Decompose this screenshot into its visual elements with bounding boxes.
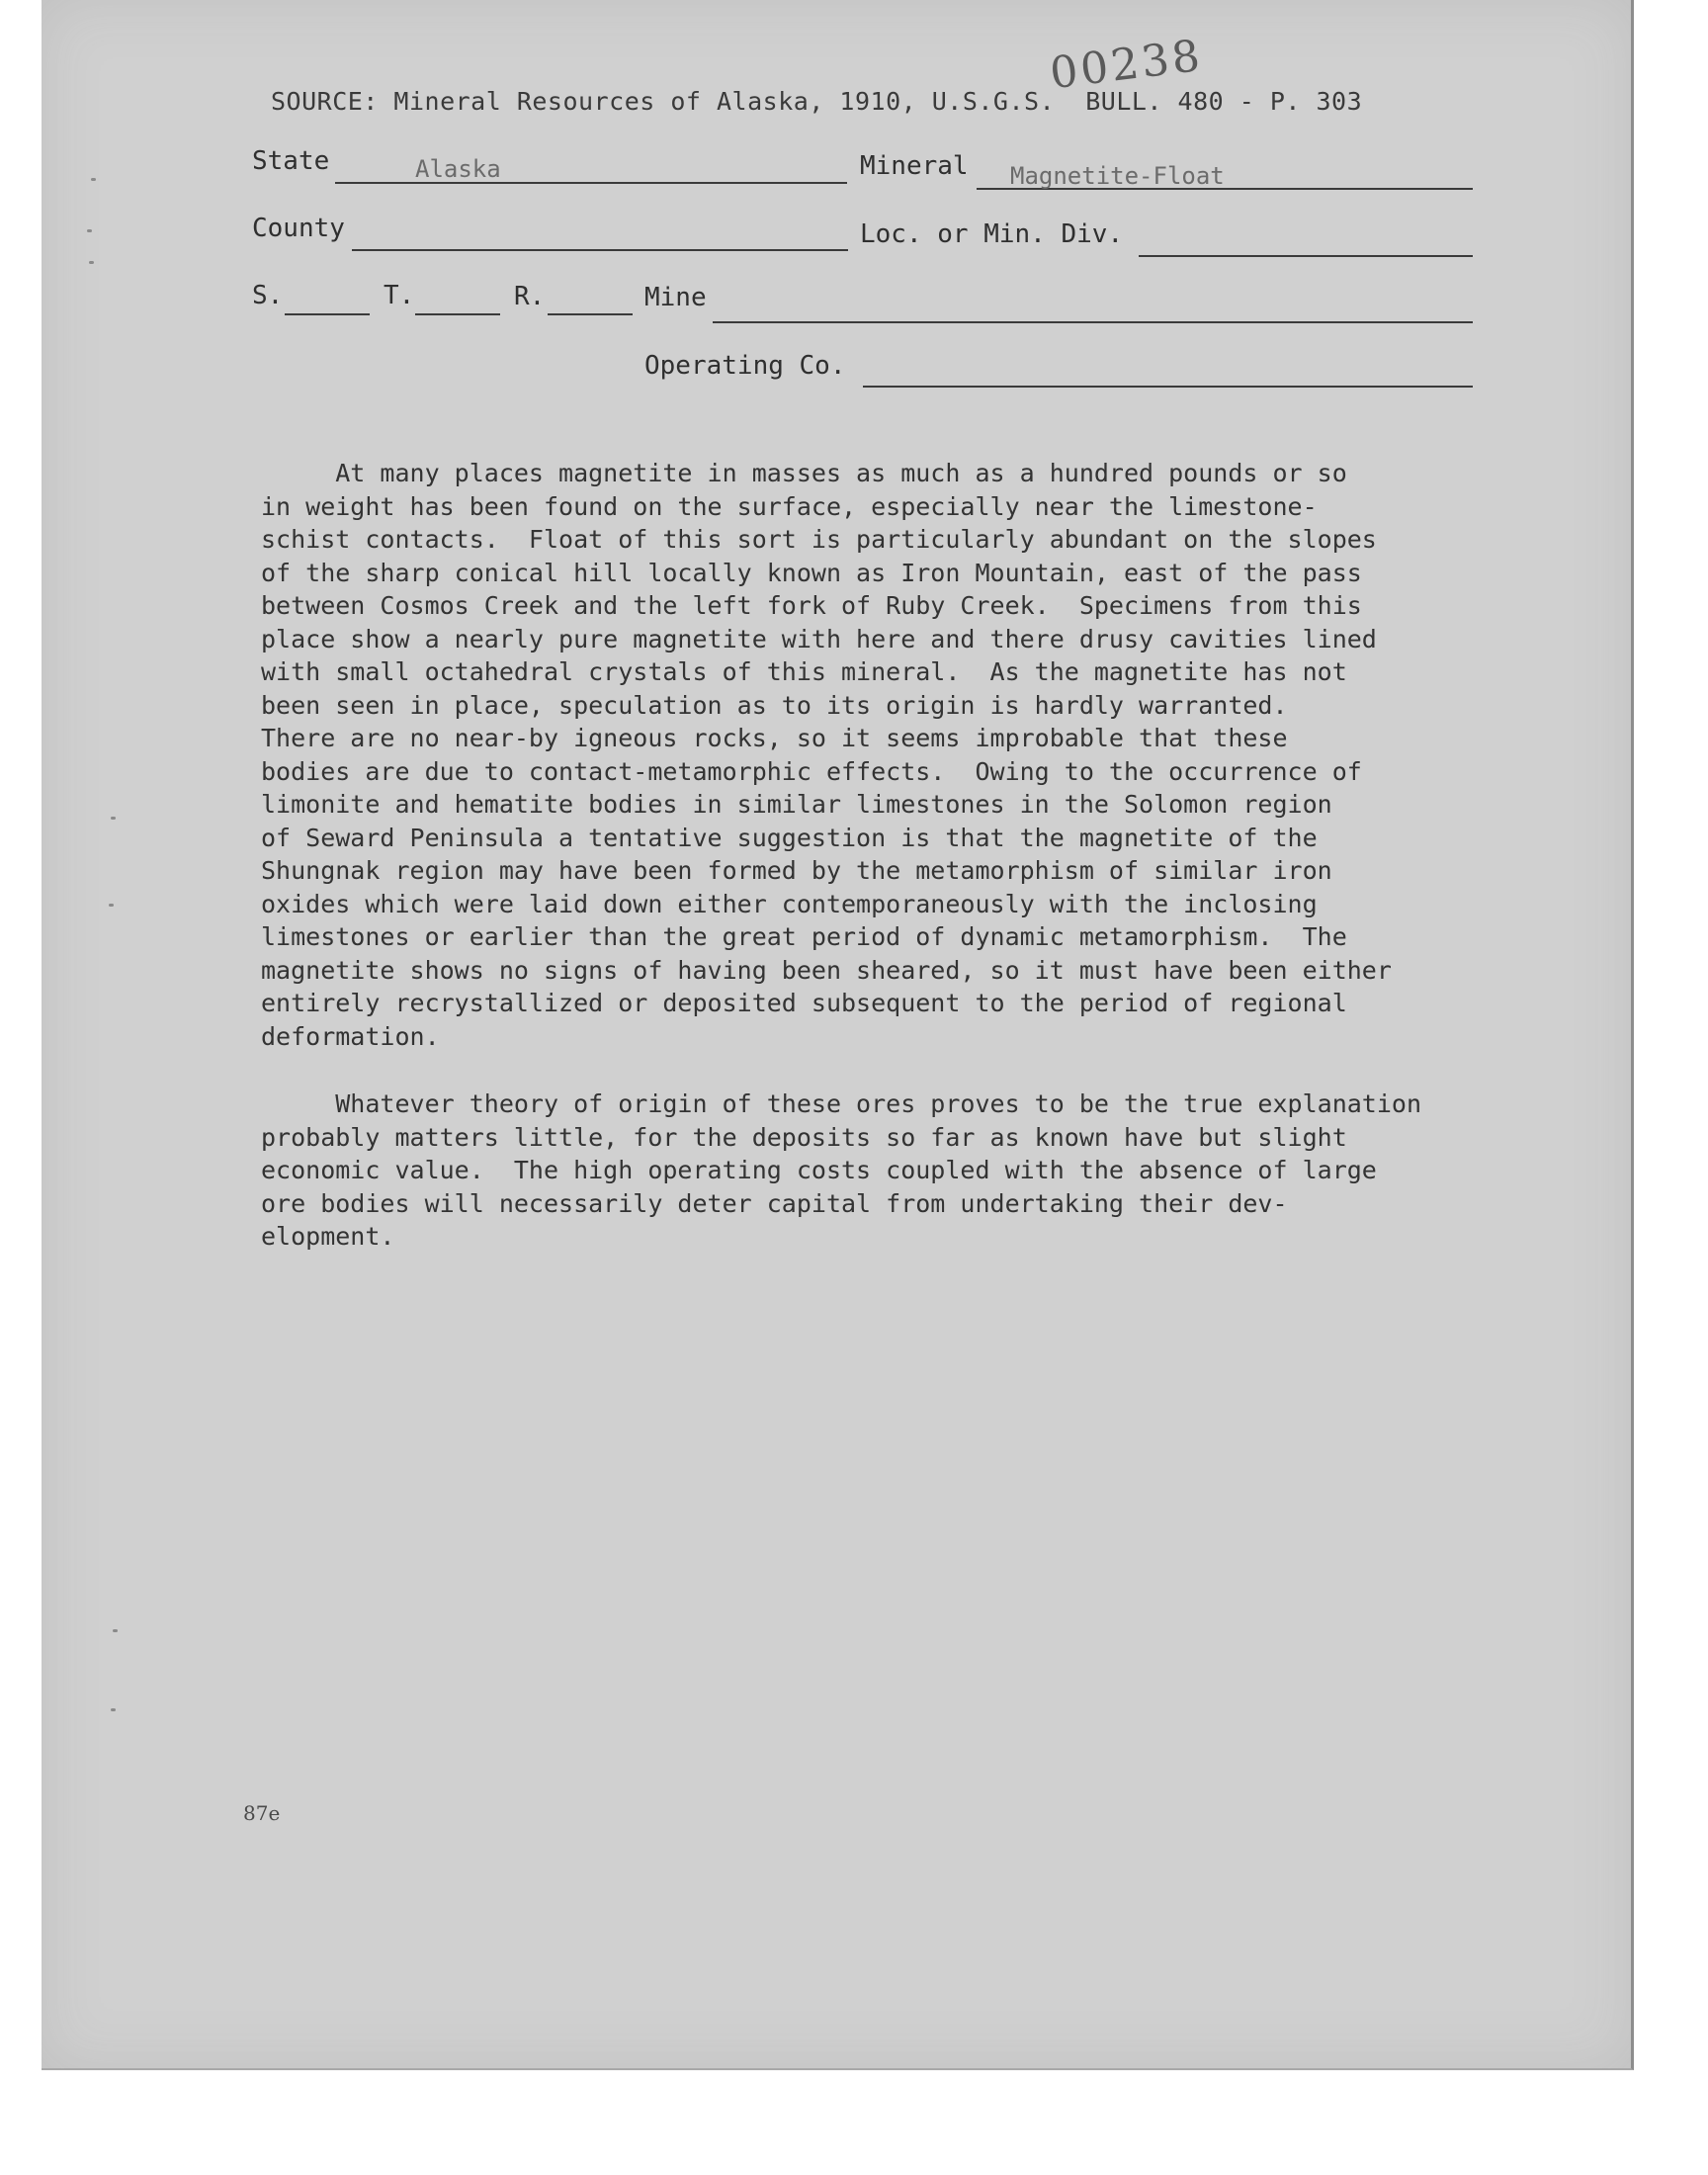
text-line: magnetite shows no signs of having been sheared, so it must have been either xyxy=(261,955,1392,985)
scan-speck xyxy=(109,904,114,907)
text-line: There are no near-by igneous rocks, so it seems improbable that these xyxy=(261,724,1288,752)
text-line: limestones or earlier than the great period of dynamic metamorphism. The xyxy=(261,922,1347,951)
location-division-field-line xyxy=(1139,255,1473,257)
text-line: with small octahedral crystals of this mineral. As the magnetite has not xyxy=(261,657,1347,686)
body-paragraph-1 xyxy=(261,457,1566,1053)
source-text: Mineral Resources of Alaska, 1910, U.S.G.S. BULL. 480 - P. 303 xyxy=(393,87,1363,116)
state-value: Alaska xyxy=(415,155,501,183)
scan-speck xyxy=(89,261,94,264)
state-field-line xyxy=(335,182,847,184)
county-label: County xyxy=(252,214,345,243)
text-line: At many places magnetite in masses as much as a hundred pounds or so xyxy=(261,459,1347,487)
text-line: ore bodies will necessarily deter capital from undertaking their dev- xyxy=(261,1188,1288,1218)
text-line: bodies are due to contact-metamorphic effects. Owing to the occurrence of xyxy=(261,756,1362,786)
text-line: in weight has been found on the surface, especially near the limestone- xyxy=(261,491,1318,521)
text-line: Whatever theory of origin of these ores proves to be the true explanation xyxy=(261,1089,1421,1118)
source-label: SOURCE: xyxy=(271,87,379,116)
scan-speck xyxy=(111,817,116,820)
county-field-line xyxy=(352,249,848,251)
text-line: Shungnak region may have been formed by the metamorphism of similar iron xyxy=(261,856,1332,885)
text-line: entirely recrystallized or deposited subsequent to the period of regional xyxy=(261,989,1347,1017)
mine-field-line xyxy=(713,321,1473,323)
text-line: been seen in place, speculation as to its origin is hardly warranted. xyxy=(261,690,1288,720)
scan-speck xyxy=(113,1629,118,1632)
range-label: R. xyxy=(514,282,546,311)
operating-company-field-line xyxy=(863,386,1473,388)
text-line: elopment. xyxy=(261,1222,395,1251)
page-code: 87e xyxy=(243,1801,281,1825)
section-label: S. xyxy=(252,281,284,310)
text-line: of Seward Peninsula a tentative suggestion is that the magnetite of the xyxy=(261,823,1318,852)
mineral-label: Mineral xyxy=(860,151,969,181)
text-line: deformation. xyxy=(261,1021,440,1051)
text-line: place show a nearly pure magnetite with here and there drusy cavities lined xyxy=(261,624,1377,653)
text-line: schist contacts. Float of this sort is particularly abundant on the slopes xyxy=(261,525,1377,554)
range-field-line xyxy=(548,313,633,315)
mineral-value: Magnetite-Float xyxy=(1010,162,1225,190)
text-line: of the sharp conical hill locally known as Iron Mountain, east of the pass xyxy=(261,558,1362,587)
state-label: State xyxy=(252,146,330,176)
scan-speck xyxy=(91,178,96,181)
section-field-line xyxy=(285,313,370,315)
text-line: probably matters little, for the deposits so far as known have but slight xyxy=(261,1122,1347,1152)
body-paragraph-2 xyxy=(261,1088,1566,1254)
scan-speck xyxy=(111,1708,116,1711)
text-line: limonite and hematite bodies in similar limestones in the Solomon region xyxy=(261,790,1332,819)
document-number-stamp: 00238 xyxy=(1047,30,1206,100)
scan-speck xyxy=(87,229,92,232)
location-division-label: Loc. or Min. Div. xyxy=(860,219,1124,249)
township-field-line xyxy=(415,313,500,315)
text-line: economic value. The high operating costs coupled with the absence of large xyxy=(261,1156,1377,1184)
text-line: between Cosmos Creek and the left fork of Ruby Creek. Specimens from this xyxy=(261,591,1362,620)
text-line: oxides which were laid down either contemporaneously with the inclosing xyxy=(261,889,1318,918)
operating-company-label: Operating Co. xyxy=(644,351,846,381)
township-label: T. xyxy=(384,281,415,310)
source-line xyxy=(271,87,1362,116)
mine-label: Mine xyxy=(644,283,707,312)
